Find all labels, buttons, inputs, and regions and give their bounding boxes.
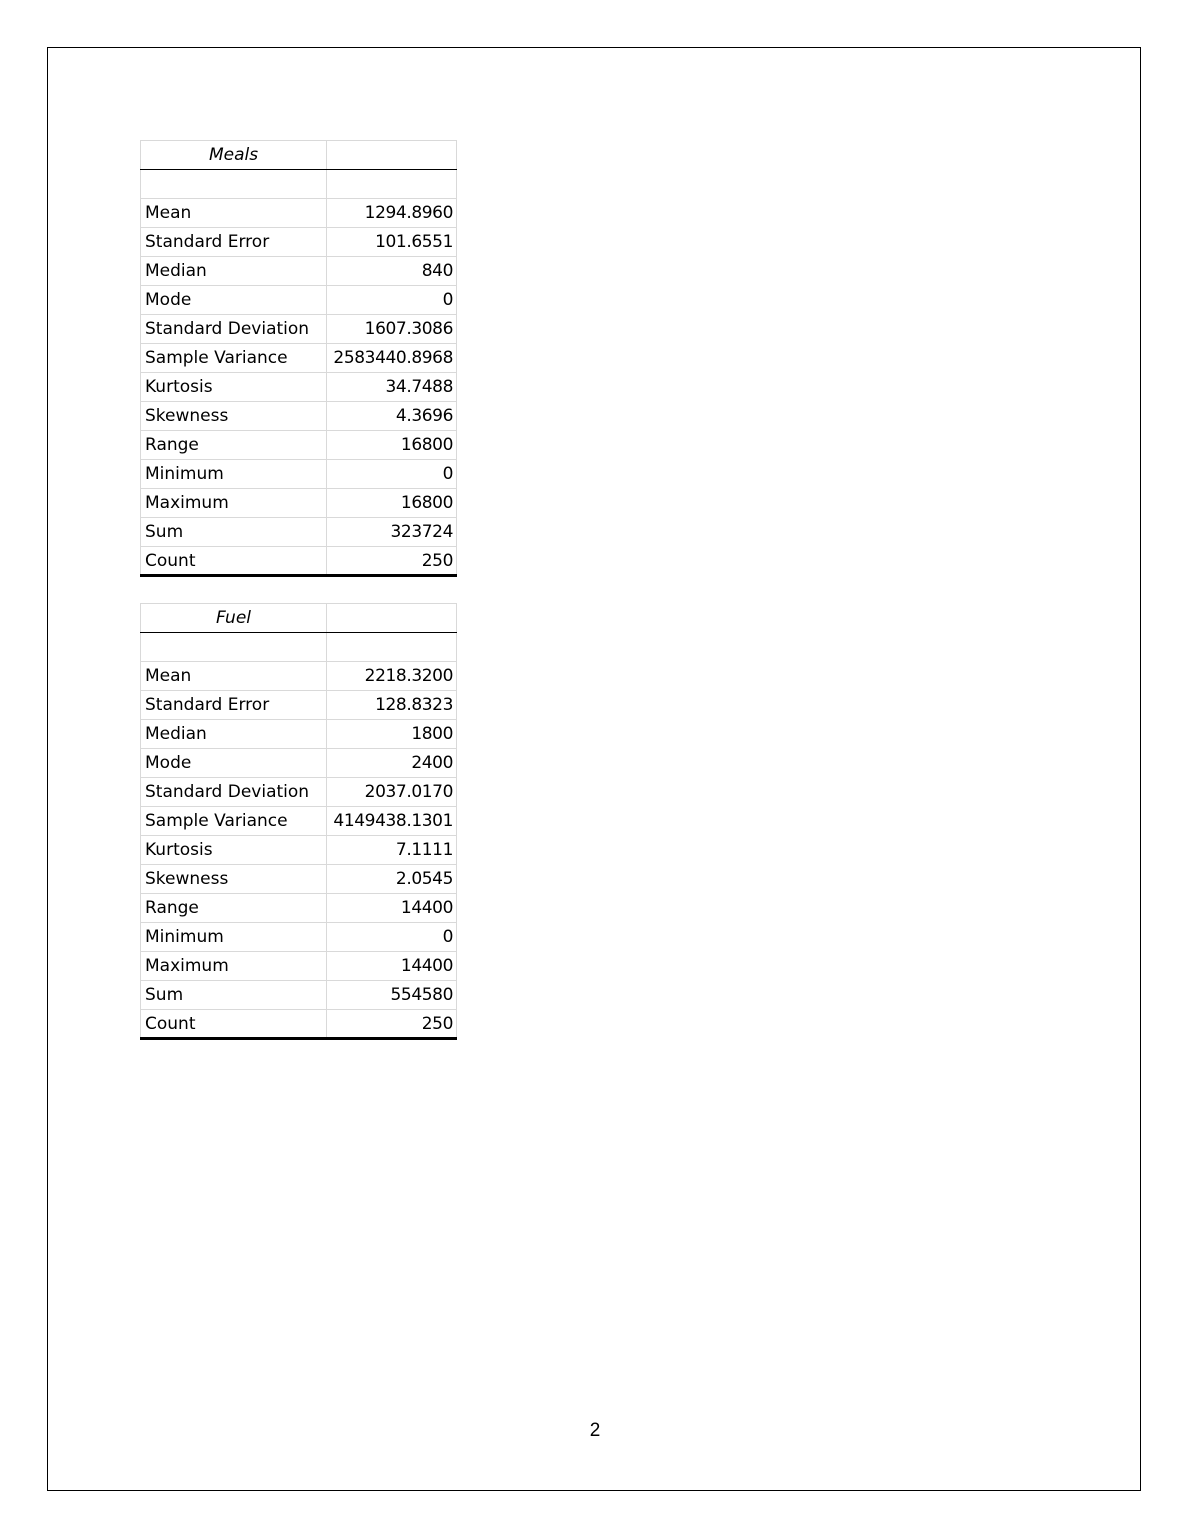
stat-value: 2583440.8968 [327,344,457,373]
stat-label: Mode [141,286,327,315]
stat-value: 0 [327,286,457,315]
stat-value: 101.6551 [327,228,457,257]
blank-row [141,633,457,662]
table-header-row [141,141,457,170]
stat-label: Range [141,894,327,923]
stat-label: Mean [141,199,327,228]
stat-value: 2218.3200 [327,662,457,691]
table-row [141,981,457,1010]
table-row [141,402,457,431]
stat-label: Maximum [141,489,327,518]
stat-value: 323724 [327,518,457,547]
stat-value: 14400 [327,894,457,923]
table-row [141,807,457,836]
table-row [141,489,457,518]
stat-value: 250 [327,1010,457,1039]
table-row [141,836,457,865]
stat-label: Standard Deviation [141,778,327,807]
stat-value: 840 [327,257,457,286]
stat-label: Standard Deviation [141,315,327,344]
table-row [141,373,457,402]
page-number: 2 [589,1420,601,1441]
stat-label: Kurtosis [141,836,327,865]
stat-value: 1800 [327,720,457,749]
stat-value: 4149438.1301 [327,807,457,836]
stat-value: 2400 [327,749,457,778]
stat-value: 128.8323 [327,691,457,720]
table-row [141,199,457,228]
stat-label: Mean [141,662,327,691]
table-row [141,952,457,981]
meals-statistics-table [140,140,457,577]
stat-label: Median [141,257,327,286]
table-row [141,749,457,778]
table-row [141,691,457,720]
table-row [141,923,457,952]
table-row [141,547,457,576]
stat-label: Skewness [141,865,327,894]
table-header-row [141,604,457,633]
header-empty-cell [327,604,457,633]
stat-label: Maximum [141,952,327,981]
table-row [141,286,457,315]
table-row [141,720,457,749]
stat-value: 4.3696 [327,402,457,431]
stat-value: 14400 [327,952,457,981]
header-empty-cell [327,141,457,170]
stat-label: Standard Error [141,228,327,257]
stat-value: 1607.3086 [327,315,457,344]
stat-value: 34.7488 [327,373,457,402]
stat-value: 2.0545 [327,865,457,894]
stat-label: Skewness [141,402,327,431]
stat-value: 16800 [327,489,457,518]
stat-label: Count [141,1010,327,1039]
table-row [141,518,457,547]
stat-label: Sample Variance [141,807,327,836]
table-title: Meals [141,141,327,170]
table-row [141,460,457,489]
stat-value: 0 [327,923,457,952]
stat-label: Minimum [141,923,327,952]
stat-label: Median [141,720,327,749]
stat-label: Sample Variance [141,344,327,373]
stat-value: 7.1111 [327,836,457,865]
fuel-statistics-table [140,603,457,1040]
table-row [141,865,457,894]
table-row [141,894,457,923]
table-title: Fuel [141,604,327,633]
blank-row [141,170,457,199]
table-row [141,778,457,807]
stat-label: Range [141,431,327,460]
table-row [141,344,457,373]
stat-label: Sum [141,981,327,1010]
table-row [141,662,457,691]
stat-value: 1294.8960 [327,199,457,228]
stat-value: 16800 [327,431,457,460]
stat-value: 2037.0170 [327,778,457,807]
table-row [141,431,457,460]
stat-label: Kurtosis [141,373,327,402]
table-row [141,228,457,257]
stat-label: Standard Error [141,691,327,720]
stat-label: Mode [141,749,327,778]
stat-value: 250 [327,547,457,576]
stat-label: Count [141,547,327,576]
stat-value: 0 [327,460,457,489]
stat-value: 554580 [327,981,457,1010]
table-row [141,257,457,286]
table-row [141,315,457,344]
stat-label: Minimum [141,460,327,489]
table-row [141,1010,457,1039]
stat-label: Sum [141,518,327,547]
